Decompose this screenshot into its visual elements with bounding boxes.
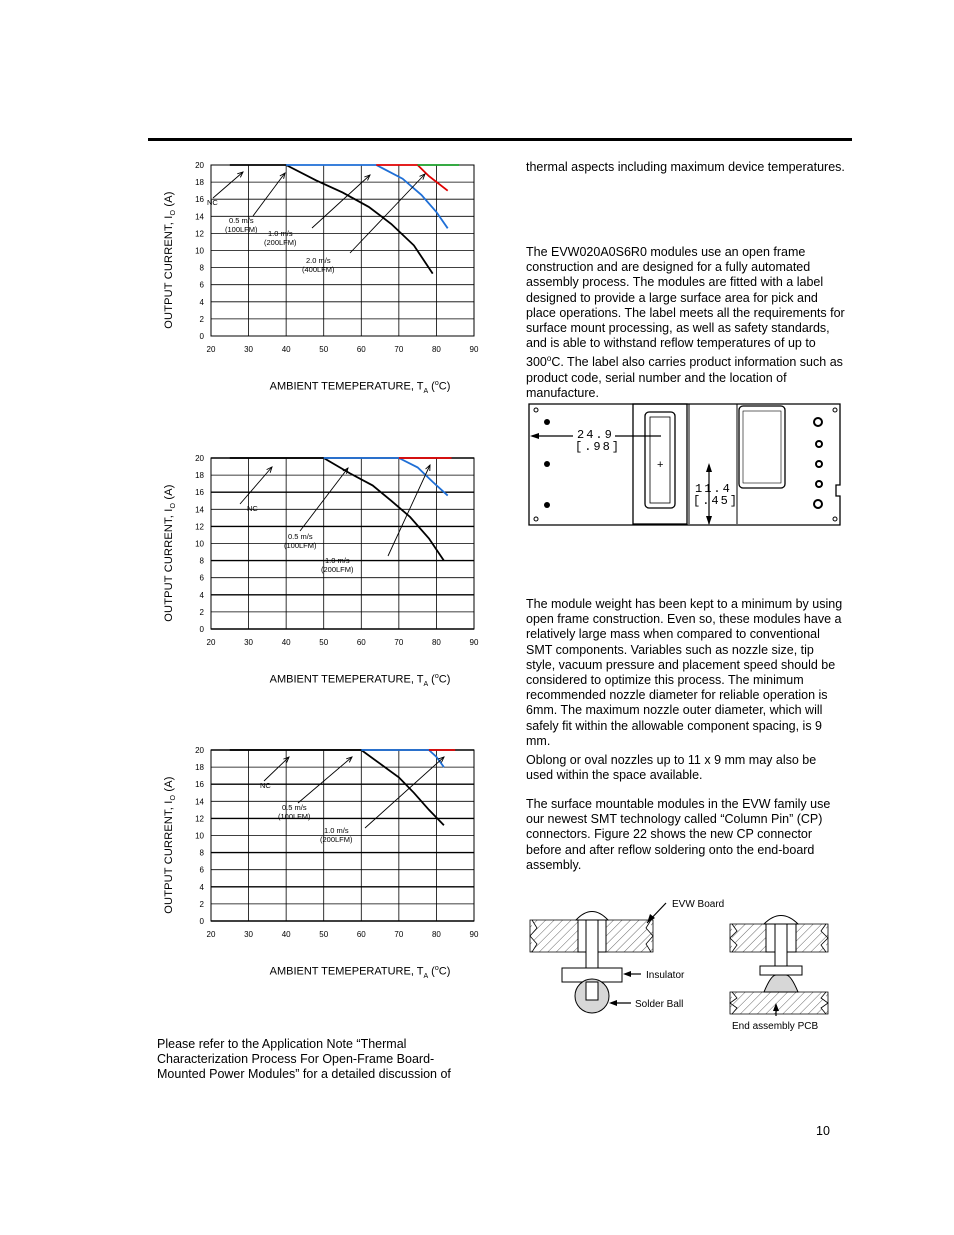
y-tick-label: 14 [195,212,204,222]
annotation-0 [260,757,289,790]
annotation-3 [302,174,425,274]
y-tick-label: 0 [199,625,204,634]
y-tick-label: 10 [195,539,204,549]
annotation-arrow-line [240,467,272,504]
x-tick-label: 70 [394,930,404,939]
label-drawing [527,403,842,527]
paragraph-column-pin: The surface mountable modules in the EVW family use our newest SMT technology called “Column Pin” (CP) connectors. Figure 22 shows the new CP connector before and after reflow soldering onto the end-board assembly. [526,797,831,872]
annotation-arrow-line [298,757,352,803]
x-tick-label: 90 [469,638,479,647]
y-tick-label: 2 [199,899,204,909]
y-tick-label: 10 [195,246,204,256]
y-tick-label: 12 [195,229,204,239]
x-tick-label: 90 [469,930,479,939]
dimension-0-45: [.45] [693,494,740,508]
x-axis-label: AMBIENT TEMEPERATURE, $T_A$ ($^o$C) [269,380,451,395]
y-tick-label: 10 [195,831,204,841]
label-end-assembly-pcb: End assembly PCB [732,1021,819,1032]
x-tick-label: 40 [281,638,291,647]
annotation-label: (100LFM) [284,541,317,550]
annotation-label: 0.5 m/s [288,532,313,541]
label-drawing-svg [527,403,842,527]
annotation-label: 1.0 m/s [268,229,293,238]
annotation-label: NC [247,504,258,513]
cp-connector-svg [528,895,848,1040]
paragraph-application-note: Please refer to the Application Note “Thermal Characterization Process For Open-Frame Board-Mounted Power Modules” for a detailed discussion of [157,1037,451,1082]
x-tick-label: 20 [206,930,216,939]
x-tick-label: 50 [319,930,329,939]
dimension-0-98: [.98] [575,440,622,454]
y-tick-label: 12 [195,814,204,824]
derating-chart-1 [160,158,490,408]
center-plus: + [657,459,664,471]
annotation-label: NC [207,198,218,207]
annotation-0 [240,467,272,513]
x-tick-label: 30 [244,345,254,354]
x-tick-label: 90 [469,345,479,354]
y-axis-label: OUTPUT CURRENT, $I_O$ (A) [163,484,178,622]
y-tick-label: 2 [199,314,204,324]
annotation-2 [320,757,444,844]
annotation-1 [278,757,352,821]
annotation-label: (100LFM) [278,812,311,821]
x-tick-label: 20 [206,345,216,354]
annotation-arrow-line [264,757,289,781]
y-tick-label: 16 [195,488,204,498]
y-tick-label: 20 [195,454,204,463]
paragraph-module-weight: The module weight has been kept to a minimum by using open frame construction. Even so, these modules have a relatively large mass when compared to conventional SMT components. Variables such as nozzle size, tip style, vacuum pressure and placement speed should be considered to optimize this process. The minimum recommended nozzle diameter for reliable operation is 6mm. The maximum nozzle outer diameter, which will safely fit within the allowable component spacing, is 9 mm. [526,597,843,748]
x-tick-label: 60 [356,930,366,939]
x-axis-label: AMBIENT TEMEPERATURE, $T_A$ ($^o$C) [269,965,451,980]
annotation-label: NC [260,781,271,790]
y-tick-label: 8 [199,263,204,273]
x-tick-label: 70 [394,638,404,647]
x-tick-label: 80 [431,345,441,354]
annotation-0 [207,172,243,207]
annotation-label: 1.0 m/s [325,556,350,565]
derating-chart-3-plot [160,743,490,993]
dimension-11-4: 11.4 [695,482,732,496]
y-tick-label: 16 [195,780,204,790]
x-tick-label: 20 [206,638,216,647]
y-tick-label: 4 [199,590,204,600]
annotation-label: 1.0 m/s [324,826,349,835]
y-tick-label: 4 [199,882,204,892]
paragraph-thermal-aspects: thermal aspects including maximum device temperatures. [526,160,845,174]
x-tick-label: 70 [394,345,404,354]
series-line-1 [324,458,448,496]
x-tick-label: 30 [244,930,254,939]
y-tick-label: 18 [195,763,204,773]
annotation-arrow-line [365,757,444,828]
y-tick-label: 20 [195,161,204,170]
annotation-label: (200LFM) [320,835,353,844]
x-tick-label: 40 [281,345,291,354]
y-tick-label: 18 [195,471,204,481]
y-tick-label: 8 [199,848,204,858]
y-tick-label: 12 [195,522,204,532]
y-tick-label: 2 [199,607,204,617]
x-tick-label: 80 [431,638,441,647]
x-tick-label: 80 [431,930,441,939]
x-tick-label: 60 [356,638,366,647]
annotation-label: 0.5 m/s [282,803,307,812]
annotation-label: (200LFM) [321,565,354,574]
y-tick-label: 6 [199,280,204,290]
label-evw-board: EVW Board [672,899,725,910]
y-tick-label: 14 [195,797,204,807]
annotation-arrow-line [213,172,243,198]
derating-chart-2 [160,451,490,701]
cp-connector-drawing [528,895,848,1040]
paragraph-open-frame: The EVW020A0S6R0 modules use an open frame construction and are designed for a fully automated assembly process. The modules are fitted with a label designed to provide a large surface area for pick and place operations. The label meets all the requirements for surface mount processing, as well as safety standards, and is able to withstand reflow temperatures of up to 300$^o$C. The label also carries product information such as product code, serial number and the location of manufacture. [526,245,845,400]
x-tick-label: 50 [319,345,329,354]
derating-chart-2-plot [160,451,490,701]
x-tick-label: 60 [356,345,366,354]
label-insulator: Insulator [646,970,685,981]
paragraph-oblong-nozzles: Oblong or oval nozzles up to 11 x 9 mm may also be used within the space available. [526,753,817,783]
x-tick-label: 50 [319,638,329,647]
dimension-24-9: 24.9 [577,428,614,442]
y-tick-label: 20 [195,746,204,755]
annotation-label: (400LFM) [302,265,335,274]
label-solder-ball: Solder Ball [635,999,684,1010]
y-tick-label: 6 [199,865,204,875]
annotation-2 [264,175,370,247]
derating-chart-3 [160,743,490,993]
y-tick-label: 4 [199,297,204,307]
page-number: 10 [816,1124,830,1138]
x-axis-label: AMBIENT TEMEPERATURE, $T_A$ ($^o$C) [269,673,451,688]
y-tick-label: 0 [199,917,204,926]
y-tick-label: 8 [199,556,204,566]
x-tick-label: 40 [281,930,291,939]
y-tick-label: 16 [195,195,204,205]
series-line-0 [230,165,433,274]
derating-chart-1-plot [160,158,490,408]
x-tick-label: 30 [244,638,254,647]
annotation-arrow-line [388,465,430,556]
y-tick-label: 18 [195,178,204,188]
y-tick-label: 6 [199,573,204,583]
header-rule [148,138,852,141]
y-axis-label: OUTPUT CURRENT, $I_O$ (A) [163,191,178,329]
y-tick-label: 0 [199,332,204,341]
annotation-arrow-line [253,173,285,216]
y-tick-label: 14 [195,505,204,515]
y-axis-label: OUTPUT CURRENT, $I_O$ (A) [163,776,178,914]
annotation-label: 2.0 m/s [306,256,331,265]
annotation-label: (100LFM) [225,225,258,234]
annotation-label: (200LFM) [264,238,297,247]
annotation-label: 0.5 m/s [229,216,254,225]
